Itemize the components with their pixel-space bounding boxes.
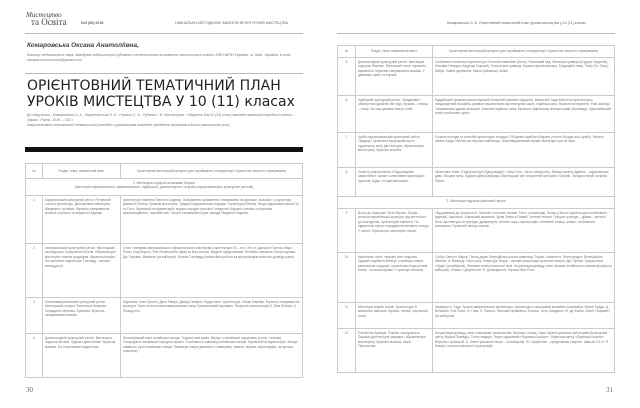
table-row: 9 Вступ до подорожі. Пісні Європи. Греція – колиска європейської культури, від античності до сьогодення. Архітектурні пам'ятки. На підмостках сцени: народження світового театру. У полоні Терпсихори: мистецтво танцю. «Від давнини до сучасності». Музичні і поетичні основи. Текст у перекладі. Палац у Кноссі (архітектурні особливості фрески). Акрополь. Афінський акрополь. Храм Зевса в Олімпії. Античні театри. Грецька трагедія – драма – античні боги. Архітектура та трагедія, драматургія, античні хори, сценографія. Античний танець, жанри, особливості виконання. Сучасний танець сиртакі. bbox=[338, 209, 615, 253]
table-row: 3 Латиноамериканський культурний регіон. Мистецький колорит Латинської Америки. Спадщина: Мексика, Бразилія. Музично-танцювальна мозаїка. Муралізм: Хосе Ороско, Дієго Рівера, Давид Сікейрос. Фріда Кало. Архітектура: Оскар Німейєр. Музично-танцювальна культура. Танго та інші латиноамериканські танці. Бразильський карнавал. Творчість композиторів Е. Віла Лобоса, А. Пьяццолли. bbox=[26, 298, 303, 334]
header-divider bbox=[25, 33, 303, 34]
running-head: Комаровська О. А. Орієнтовний тематичний план уроків мистецтва у 10 (11) класах bbox=[447, 21, 587, 25]
plan-table-left bbox=[25, 163, 303, 378]
header-divider bbox=[337, 33, 615, 34]
article-title: ОРІЄНТОВНИЙ ТЕМАТИЧНИЙ ПЛАН УРОКІВ МИСТЕЦТВА У 10 (11) класах bbox=[27, 78, 295, 110]
author-affiliation: доктор педагогічних наук, завідувач лабораторії художньо-естетичного виховання і мистецької освіти ІПВ НАПН України, м. Київ, Україна, e-mail: oksana.komarovska@gmail.com bbox=[27, 53, 292, 62]
plan-table-right bbox=[337, 45, 615, 373]
title-divider bbox=[25, 73, 303, 74]
black-separator-bar bbox=[25, 147, 303, 152]
table-row: 12 Елегантна Франція. Романс і вишуканість Парижа (архітектурні шедеври і образотворче мистецтво). Музична мозаїка. Магія Терпсихори. Актуалізація досвіду учнів: класицизм, імпресіонізм. Версаль, палац і парк. Музей сучасного мистецтва (Культурний центр Жоржа Помпіду). Стиль модерн. Твори художників «Паризької школи». Українські митці «Паризької школи». Версаль і музика Ж.-Б. Люллі (класичні твори – за вибором). Ж. Оффенбах – представник оперети. Шансон XX ст. П. Бежар і початок класичної хореографії. bbox=[338, 329, 615, 373]
table-row: 6 Індійський культурний регіон. Загадковий і самобутній художній світ Індії. Музика – танець – театр. За лаштунками театру тіней. Буддійський храмово-монастирський печерний комплекс Аджанта. Мавзолей Тадж-Махал як архітектурно-ландшафтний ансамбль (символ національних архітектурних шкіл). Індійська рага. Музичні інструменти. Раві Шанкар. Танцювальна драма катхакалі. Класичні індійські танці. Музика в індійському кінематографі (Боллівуд). Індонезійський театр тіней ваянг кулит. bbox=[338, 96, 615, 133]
page-number-left: 30 bbox=[26, 386, 33, 394]
issue-number: №3 (89) 2018 bbox=[81, 21, 104, 25]
table-row: 1 Африканський культурний регіон. Ритмічний стиль в архітектурі. Декоративне мистецтво. Шедеври у тропіках. Музично-танцювальна мозаїка тропічної та південної Африки. Архітектурні пам'ятки Північної Африки. Зображення орнаментів і танцювання на фресках, мозаїках, у скульптурі Давнього Єгипту. Храмові мистецтво. Традиції африканських народів. Скульптура Бенину. Твори художників школи По-то-Пото. Музичний інструментарій і музика народів тропічної і південної Африки: ритміка, поліритмія, імпровізаційність, хоровий спів. Танці й танцювальні рухи народів Південної Африки. bbox=[26, 196, 303, 244]
table-row: 11 Мистецькі скарби Іспанії. Архітектурні й живописні пам'ятки. Музика, танець і музичний театр. Шедеври А. Гауді. Зразки мавританської архітектури. Архітектурно-палацовий ансамбль Альгамбра. Музей Прадо: Д. Веласкес, Ель Греко, Ф. Гойя, П. Пікассо. Феномен фламенко. Болеро, хота, фанданго. М. де Фалья. Балет «Кармен» (за вибором). bbox=[338, 303, 615, 329]
section-row: 1. Мистецька подорож за межами Європи (Мистецтво африканського, американського, індійського, далекосхідного та арабо-мусульманського культурних регіонів) bbox=[26, 179, 303, 196]
section-heading: НАВЧАЛЬНО-МЕТОДИЧНЕ ЗАБЕЗПЕЧЕННЯ УРОКІВ МИСТЕЦТВА bbox=[175, 21, 288, 25]
magazine-logo: Мистецтво та Освіта bbox=[26, 11, 67, 27]
author-name: Комаровська Оксана Анатоліївна, bbox=[27, 42, 139, 49]
textbook-reference: До підручника : Комаровська О. А., Миропольська Н. Є., Нічкало С. А., Руденко І. В. Мистецтво : підручник для 10 (11) класу закладів загальної середньої освіти. – Харків : Ранок, 2018. – 192 с. Запропоновано потижневий тематичний розподіл з урахуванням вивчення предмета протягом одного навчального року. bbox=[27, 113, 296, 127]
table-row: 5 Далекосхідний культурний регіон: мистецька подорож Японією. Японський стиль: гармонія і виразність. Музично-танцювальна мозаїка. У дивовижі сцени та екрана. Особливості японської архітектури. Золотий павільйон (Кіото). Японський сад. Японська гравюра (Судзукі Харунобу, Кітагава Утамаро, Кацусіка Хокусай). Театральна гравюра. Музика церемоніальна. Традиційні танці. Театр Но. Театр Кабукі. Чайна церемонія. Манга (анімація). Аніме. bbox=[338, 58, 615, 96]
table-row: 4 Далекосхідний культурний регіон. Мистецька подорож Китаєм. Художні дива Китаю. Музична мозаїка. На театральних підмостках. Філософський зміст китайської пагоди. Терракотова армія. Вигнуті з китайської порцеляни (стиль і техніка). Своєрідність китайської народної музики. Особливості живопису китайських митців. Музичний інструментарій. Жанри, символи і рухи китайських танців. Пекінська опера (умовність і символіка, сюжети, музика, сценографія, акторська пластика). bbox=[26, 334, 303, 378]
table-header-row: № Розділ, тема, навчальний зміст Орієнтовний мистецький матеріал для сприймання, інтерпретації і практично-творчого опрацювання bbox=[26, 164, 303, 179]
section-row: 2. Мистецька подорож країнами Європи bbox=[338, 197, 615, 209]
table-row: 2 Американський культурний регіон. Мистецький калейдоскоп Сполучених Штатів. Образотворче мистецтво: виклик традиціям. Музична мозаїка. На сценічних підмостках. Голлівуд – імперія кіноіндустрії. Стилі і напрями американського образотворчого мистецтва й архітектури XX – поч. XXI ст. Джексон Поллок, Марк Ротко, Енді Воргол, Рой Ліхтенштейн. Джаз та його витоки. Видатні представники. Регтайм і мюзикли. Кантрі-музика. Дж. Гершвін. Мюзикли (за вибором). Фільми Голлівуду (самостійна робота за актуалізацією власного досвіду учнів). bbox=[26, 244, 303, 298]
table-header-row: № Розділ, тема, навчальний зміст Орієнтовний мистецький матеріал для сприймання, інтерпретації і практично-творчого опрацювання bbox=[338, 46, 615, 58]
table-row: 10 Мистецтво Італії: творчий злет людства. Художні надбання Венеції. Італійська опера: ренесансна традиція і сучасні мистецькі реалії. Італія – колиска музики. У просторі кінозалу. Собор Святого Марка. Палац дожів. Венеційська школа живопису: Тиціан, Каналетто. Жанр ведуте. Венеційська бієнале. А. Вівальді. Пори року. Опери Дж. Верді – основа репертуару сучасних театрів. Дж. Пуччіні. Гранд-опера «Аїда» (за вибором). Феномен неаполітанської пісні. Актуалізація досвіду учнів: фільми італійського кінематографа (за вибором). «Ромео і Джульєтта» Ф. Дзеффіреллі. Музика Ніно Рота. bbox=[338, 253, 615, 303]
table-row: 8 Заняття узагальнення «Подорожуємо самостійно»: захист колективних мистецьких проектів. Аудіо- та відеовікторини. Орієнтовні теми: «Подорож Індії (Нідерланди)», Хаку-Поте – місто серед снігу. Велика мечеть Дженне – африканське диво. Місцеві танці. Художні дива Камбоджі. Мистецький світ аборигенів Австралії і Океанії. Загадки статуй острова Пасхи. bbox=[338, 168, 615, 197]
table-row: 7 Арабо-мусульманський культурний регіон. Традиції і сучасність мусульманського художнього світу (архітектура, образотворче мистецтво). Музична мозаїка. Сучасні погляди та релігійні архітектурні споруди. Об'єднані Арабські Емірати (готель «Бурдж-аль-Араб»). Мечеть шейха Заїда. Мистецтво перської мініатюри. Азербайджанський мугам. Мистецькі ігри на таре. bbox=[338, 133, 615, 168]
page-number-right: 31 bbox=[606, 386, 613, 394]
